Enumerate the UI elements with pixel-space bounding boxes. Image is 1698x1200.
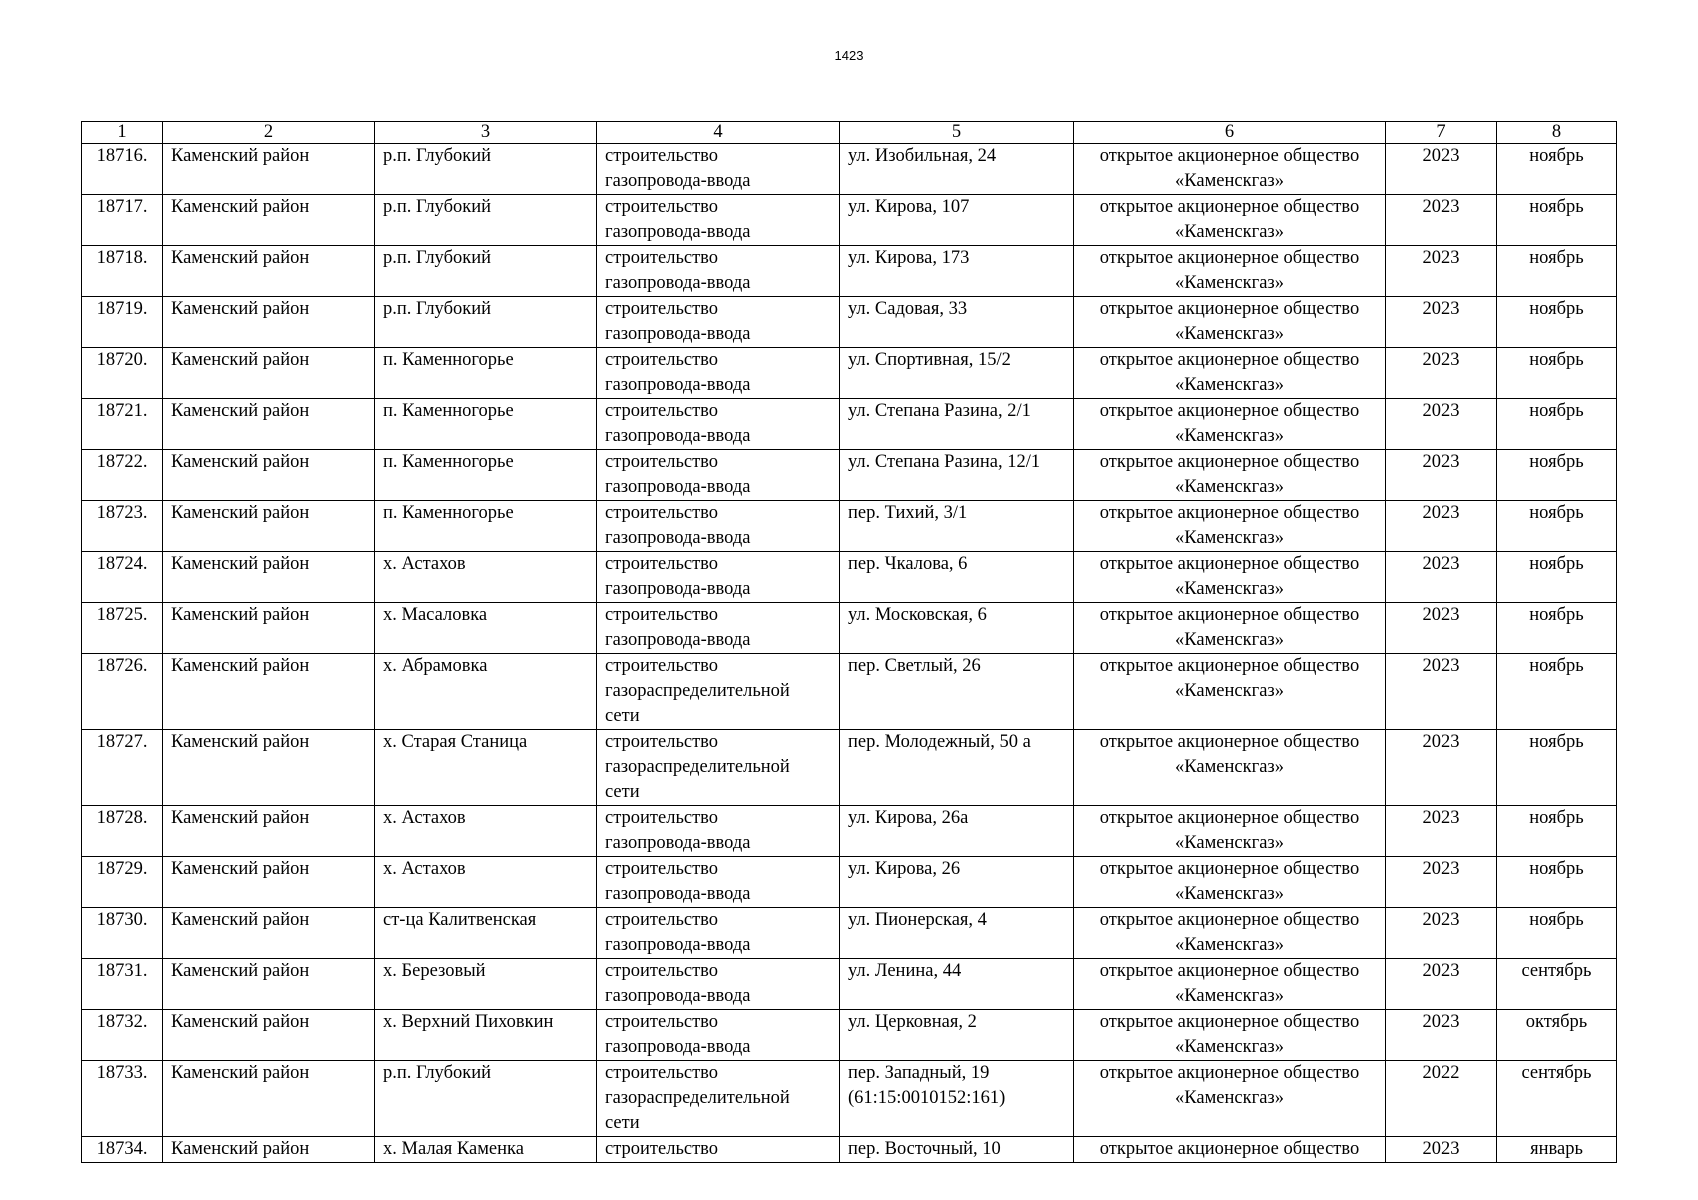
work-type-cell xyxy=(597,348,840,399)
work-type-cell xyxy=(597,908,840,959)
work-type-cell-line: газопровода-ввода xyxy=(605,324,751,344)
work-type-cell-line: газораспределительной xyxy=(605,1088,790,1108)
organization-cell-line: открытое акционерное общество xyxy=(1099,808,1360,828)
organization-cell-line: «Каменскгаз» xyxy=(1175,884,1284,904)
column-number: 4 xyxy=(597,122,840,144)
month-cell: ноябрь xyxy=(1497,857,1617,908)
table-row xyxy=(82,195,1617,246)
table-row xyxy=(82,806,1617,857)
address-cell-line: ул. Кирова, 26 xyxy=(848,859,961,879)
year-cell: 2023 xyxy=(1386,297,1497,348)
organization-cell-line: открытое акционерное общество xyxy=(1099,910,1360,930)
work-type-cell-line: газопровода-ввода xyxy=(605,375,751,395)
work-type-cell-line: строительство xyxy=(605,732,719,752)
work-type-cell-line: газопровода-ввода xyxy=(605,222,751,242)
table-row xyxy=(82,603,1617,654)
district-cell: Каменский район xyxy=(163,959,375,1010)
district-cell: Каменский район xyxy=(163,348,375,399)
address-cell-line: пер. Восточный, 10 xyxy=(848,1139,1001,1159)
work-type-cell xyxy=(597,730,840,806)
table-row xyxy=(82,297,1617,348)
work-type-cell-line: газопровода-ввода xyxy=(605,426,751,446)
row-number: 18732. xyxy=(82,1010,163,1061)
row-number: 18730. xyxy=(82,908,163,959)
organization-cell xyxy=(1074,1061,1386,1137)
address-cell xyxy=(840,1010,1074,1061)
address-cell xyxy=(840,348,1074,399)
address-cell-line: ул. Кирова, 173 xyxy=(848,248,970,268)
address-cell-line: пер. Чкалова, 6 xyxy=(848,554,968,574)
work-type-cell-line: газопровода-ввода xyxy=(605,884,751,904)
column-number: 1 xyxy=(82,122,163,144)
work-type-cell-line: газопровода-ввода xyxy=(605,630,751,650)
work-type-cell-line: сети xyxy=(605,1113,640,1133)
address-cell xyxy=(840,730,1074,806)
work-type-cell-line: строительство xyxy=(605,1012,719,1032)
work-type-cell-line: сети xyxy=(605,782,640,802)
work-type-cell-line: строительство xyxy=(605,656,719,676)
district-cell: Каменский район xyxy=(163,1010,375,1061)
table-row xyxy=(82,552,1617,603)
work-type-cell-line: строительство xyxy=(605,808,719,828)
address-cell-line: пер. Молодежный, 50 а xyxy=(848,732,1031,752)
organization-cell xyxy=(1074,399,1386,450)
year-cell: 2022 xyxy=(1386,1061,1497,1137)
address-cell-line: пер. Светлый, 26 xyxy=(848,656,981,676)
address-cell xyxy=(840,144,1074,195)
district-cell: Каменский район xyxy=(163,603,375,654)
address-cell xyxy=(840,908,1074,959)
work-type-cell-line: строительство xyxy=(605,452,719,472)
table-row xyxy=(82,959,1617,1010)
year-cell: 2023 xyxy=(1386,908,1497,959)
address-cell xyxy=(840,246,1074,297)
table-row xyxy=(82,144,1617,195)
organization-cell xyxy=(1074,959,1386,1010)
work-type-cell xyxy=(597,1137,840,1163)
organization-cell-line: «Каменскгаз» xyxy=(1175,630,1284,650)
year-cell: 2023 xyxy=(1386,730,1497,806)
work-type-cell-line: строительство xyxy=(605,401,719,421)
locality-cell: х. Астахов xyxy=(375,806,597,857)
month-cell: ноябрь xyxy=(1497,501,1617,552)
work-type-cell xyxy=(597,603,840,654)
organization-cell-line: открытое акционерное общество xyxy=(1099,859,1360,879)
table-row xyxy=(82,246,1617,297)
year-cell: 2023 xyxy=(1386,959,1497,1010)
work-type-cell xyxy=(597,195,840,246)
row-number: 18729. xyxy=(82,857,163,908)
work-type-cell xyxy=(597,501,840,552)
work-type-cell-line: строительство xyxy=(605,350,719,370)
column-number: 3 xyxy=(375,122,597,144)
organization-cell-line: открытое акционерное общество xyxy=(1099,554,1360,574)
work-type-cell-line: газопровода-ввода xyxy=(605,273,751,293)
table-row xyxy=(82,654,1617,730)
work-type-cell xyxy=(597,552,840,603)
year-cell: 2023 xyxy=(1386,806,1497,857)
work-type-cell-line: газопровода-ввода xyxy=(605,477,751,497)
address-cell xyxy=(840,450,1074,501)
work-type-cell-line: строительство xyxy=(605,554,719,574)
address-cell-line: ул. Степана Разина, 12/1 xyxy=(848,452,1041,472)
work-type-cell-line: газопровода-ввода xyxy=(605,935,751,955)
district-cell: Каменский район xyxy=(163,857,375,908)
month-cell: ноябрь xyxy=(1497,348,1617,399)
organization-cell-line: «Каменскгаз» xyxy=(1175,833,1284,853)
district-cell: Каменский район xyxy=(163,195,375,246)
locality-cell: х. Верхний Пиховкин xyxy=(375,1010,597,1061)
organization-cell xyxy=(1074,450,1386,501)
work-type-cell-line: газопровода-ввода xyxy=(605,1037,751,1057)
locality-cell: п. Каменногорье xyxy=(375,450,597,501)
locality-cell: р.п. Глубокий xyxy=(375,246,597,297)
column-number-row xyxy=(82,122,1617,144)
row-number: 18731. xyxy=(82,959,163,1010)
row-number: 18728. xyxy=(82,806,163,857)
address-cell xyxy=(840,1137,1074,1163)
column-number: 7 xyxy=(1386,122,1497,144)
work-type-cell xyxy=(597,399,840,450)
organization-cell-line: «Каменскгаз» xyxy=(1175,935,1284,955)
address-cell-line: (61:15:0010152:161) xyxy=(848,1088,1006,1108)
table-row xyxy=(82,348,1617,399)
district-cell: Каменский район xyxy=(163,1061,375,1137)
row-number: 18718. xyxy=(82,246,163,297)
organization-cell xyxy=(1074,246,1386,297)
table-row xyxy=(82,1137,1617,1163)
work-type-cell xyxy=(597,450,840,501)
row-number: 18727. xyxy=(82,730,163,806)
locality-cell: х. Масаловка xyxy=(375,603,597,654)
organization-cell-line: открытое акционерное общество xyxy=(1099,503,1360,523)
organization-cell-line: «Каменскгаз» xyxy=(1175,375,1284,395)
address-cell-line: ул. Церковная, 2 xyxy=(848,1012,977,1032)
organization-cell-line: открытое акционерное общество xyxy=(1099,248,1360,268)
district-cell: Каменский район xyxy=(163,806,375,857)
month-cell: ноябрь xyxy=(1497,552,1617,603)
work-type-cell-line: строительство xyxy=(605,859,719,879)
district-cell: Каменский район xyxy=(163,246,375,297)
district-cell: Каменский район xyxy=(163,1137,375,1163)
organization-cell-line: «Каменскгаз» xyxy=(1175,579,1284,599)
address-cell-line: ул. Спортивная, 15/2 xyxy=(848,350,1011,370)
organization-cell-line: открытое акционерное общество xyxy=(1099,605,1360,625)
organization-cell xyxy=(1074,552,1386,603)
work-type-cell-line: строительство xyxy=(605,248,719,268)
locality-cell: х. Старая Станица xyxy=(375,730,597,806)
district-cell: Каменский район xyxy=(163,501,375,552)
work-type-cell xyxy=(597,1061,840,1137)
locality-cell: р.п. Глубокий xyxy=(375,297,597,348)
table-body xyxy=(82,144,1617,1163)
month-cell: ноябрь xyxy=(1497,730,1617,806)
locality-cell: п. Каменногорье xyxy=(375,501,597,552)
year-cell: 2023 xyxy=(1386,348,1497,399)
organization-cell xyxy=(1074,297,1386,348)
column-number: 5 xyxy=(840,122,1074,144)
locality-cell: х. Астахов xyxy=(375,857,597,908)
work-type-cell-line: строительство xyxy=(605,605,719,625)
year-cell: 2023 xyxy=(1386,195,1497,246)
organization-cell xyxy=(1074,1010,1386,1061)
work-type-cell-line: газораспределительной xyxy=(605,681,790,701)
organization-cell-line: «Каменскгаз» xyxy=(1175,1037,1284,1057)
organization-cell-line: открытое акционерное общество xyxy=(1099,1139,1360,1159)
year-cell: 2023 xyxy=(1386,654,1497,730)
work-type-cell xyxy=(597,959,840,1010)
table-row xyxy=(82,399,1617,450)
work-type-cell-line: строительство xyxy=(605,503,719,523)
work-type-cell-line: строительство xyxy=(605,961,719,981)
year-cell: 2023 xyxy=(1386,603,1497,654)
row-number: 18733. xyxy=(82,1061,163,1137)
address-cell-line: ул. Московская, 6 xyxy=(848,605,987,625)
month-cell: ноябрь xyxy=(1497,603,1617,654)
work-type-cell-line: газораспределительной xyxy=(605,757,790,777)
column-number: 2 xyxy=(163,122,375,144)
organization-cell xyxy=(1074,348,1386,399)
month-cell: сентябрь xyxy=(1497,1061,1617,1137)
work-type-cell-line: газопровода-ввода xyxy=(605,986,751,1006)
address-cell-line: пер. Западный, 19 xyxy=(848,1063,990,1083)
month-cell: октябрь xyxy=(1497,1010,1617,1061)
work-type-cell-line: строительство xyxy=(605,197,719,217)
locality-cell: ст-ца Калитвенская xyxy=(375,908,597,959)
month-cell: ноябрь xyxy=(1497,450,1617,501)
row-number: 18717. xyxy=(82,195,163,246)
organization-cell xyxy=(1074,908,1386,959)
address-cell xyxy=(840,654,1074,730)
work-type-cell-line: строительство xyxy=(605,1063,719,1083)
district-cell: Каменский район xyxy=(163,552,375,603)
address-cell-line: ул. Кирова, 107 xyxy=(848,197,970,217)
district-cell: Каменский район xyxy=(163,730,375,806)
work-type-cell xyxy=(597,297,840,348)
work-type-cell-line: газопровода-ввода xyxy=(605,833,751,853)
table-row xyxy=(82,1061,1617,1137)
row-number: 18716. xyxy=(82,144,163,195)
district-cell: Каменский район xyxy=(163,399,375,450)
locality-cell: х. Малая Каменка xyxy=(375,1137,597,1163)
address-cell xyxy=(840,297,1074,348)
organization-cell xyxy=(1074,501,1386,552)
work-type-cell xyxy=(597,806,840,857)
work-type-cell-line: строительство xyxy=(605,910,719,930)
address-cell xyxy=(840,501,1074,552)
address-cell-line: пер. Тихий, 3/1 xyxy=(848,503,968,523)
organization-cell-line: «Каменскгаз» xyxy=(1175,477,1284,497)
month-cell: ноябрь xyxy=(1497,195,1617,246)
address-cell xyxy=(840,959,1074,1010)
district-cell: Каменский район xyxy=(163,144,375,195)
page-number: 1423 xyxy=(834,48,864,63)
organization-cell-line: «Каменскгаз» xyxy=(1175,986,1284,1006)
district-cell: Каменский район xyxy=(163,450,375,501)
work-type-cell xyxy=(597,857,840,908)
locality-cell: р.п. Глубокий xyxy=(375,195,597,246)
row-number: 18723. xyxy=(82,501,163,552)
month-cell: ноябрь xyxy=(1497,806,1617,857)
address-cell-line: ул. Кирова, 26а xyxy=(848,808,969,828)
organization-cell-line: «Каменскгаз» xyxy=(1175,324,1284,344)
row-number: 18719. xyxy=(82,297,163,348)
month-cell: ноябрь xyxy=(1497,399,1617,450)
month-cell: ноябрь xyxy=(1497,908,1617,959)
address-cell-line: ул. Степана Разина, 2/1 xyxy=(848,401,1031,421)
work-type-cell-line: газопровода-ввода xyxy=(605,579,751,599)
year-cell: 2023 xyxy=(1386,857,1497,908)
organization-cell xyxy=(1074,654,1386,730)
organization-cell-line: открытое акционерное общество xyxy=(1099,732,1360,752)
organization-cell xyxy=(1074,1137,1386,1163)
register-table xyxy=(81,121,1617,1163)
month-cell: ноябрь xyxy=(1497,297,1617,348)
locality-cell: р.п. Глубокий xyxy=(375,1061,597,1137)
organization-cell xyxy=(1074,806,1386,857)
locality-cell: п. Каменногорье xyxy=(375,399,597,450)
work-type-cell-line: газопровода-ввода xyxy=(605,171,751,191)
district-cell: Каменский район xyxy=(163,654,375,730)
month-cell: ноябрь xyxy=(1497,246,1617,297)
organization-cell-line: открытое акционерное общество xyxy=(1099,350,1360,370)
organization-cell-line: «Каменскгаз» xyxy=(1175,528,1284,548)
locality-cell: х. Астахов xyxy=(375,552,597,603)
work-type-cell-line: строительство xyxy=(605,1139,719,1159)
row-number: 18722. xyxy=(82,450,163,501)
year-cell: 2023 xyxy=(1386,246,1497,297)
locality-cell: р.п. Глубокий xyxy=(375,144,597,195)
organization-cell-line: «Каменскгаз» xyxy=(1175,757,1284,777)
table-row xyxy=(82,730,1617,806)
organization-cell xyxy=(1074,603,1386,654)
organization-cell xyxy=(1074,144,1386,195)
address-cell-line: ул. Пионерская, 4 xyxy=(848,910,987,930)
organization-cell-line: «Каменскгаз» xyxy=(1175,1088,1284,1108)
organization-cell-line: «Каменскгаз» xyxy=(1175,222,1284,242)
column-number: 6 xyxy=(1074,122,1386,144)
month-cell: январь xyxy=(1497,1137,1617,1163)
organization-cell-line: открытое акционерное общество xyxy=(1099,961,1360,981)
locality-cell: х. Березовый xyxy=(375,959,597,1010)
table-row xyxy=(82,857,1617,908)
table-row xyxy=(82,501,1617,552)
work-type-cell xyxy=(597,654,840,730)
organization-cell-line: «Каменскгаз» xyxy=(1175,273,1284,293)
address-cell xyxy=(840,857,1074,908)
work-type-cell-line: газопровода-ввода xyxy=(605,528,751,548)
address-cell xyxy=(840,806,1074,857)
organization-cell xyxy=(1074,730,1386,806)
table-row xyxy=(82,1010,1617,1061)
organization-cell-line: открытое акционерное общество xyxy=(1099,1012,1360,1032)
organization-cell-line: открытое акционерное общество xyxy=(1099,401,1360,421)
district-cell: Каменский район xyxy=(163,297,375,348)
year-cell: 2023 xyxy=(1386,144,1497,195)
address-cell xyxy=(840,603,1074,654)
organization-cell-line: открытое акционерное общество xyxy=(1099,452,1360,472)
month-cell: ноябрь xyxy=(1497,144,1617,195)
work-type-cell xyxy=(597,1010,840,1061)
work-type-cell-line: строительство xyxy=(605,146,719,166)
organization-cell xyxy=(1074,857,1386,908)
row-number: 18721. xyxy=(82,399,163,450)
year-cell: 2023 xyxy=(1386,1010,1497,1061)
year-cell: 2023 xyxy=(1386,1137,1497,1163)
table-row xyxy=(82,450,1617,501)
district-cell: Каменский район xyxy=(163,908,375,959)
address-cell-line: ул. Садовая, 33 xyxy=(848,299,968,319)
organization-cell-line: открытое акционерное общество xyxy=(1099,299,1360,319)
table-row xyxy=(82,908,1617,959)
organization-cell xyxy=(1074,195,1386,246)
organization-cell-line: открытое акционерное общество xyxy=(1099,656,1360,676)
organization-cell-line: открытое акционерное общество xyxy=(1099,197,1360,217)
address-cell xyxy=(840,552,1074,603)
work-type-cell-line: сети xyxy=(605,706,640,726)
row-number: 18725. xyxy=(82,603,163,654)
work-type-cell-line: строительство xyxy=(605,299,719,319)
organization-cell-line: открытое акционерное общество xyxy=(1099,1063,1360,1083)
row-number: 18734. xyxy=(82,1137,163,1163)
organization-cell-line: «Каменскгаз» xyxy=(1175,681,1284,701)
address-cell xyxy=(840,399,1074,450)
month-cell: ноябрь xyxy=(1497,654,1617,730)
year-cell: 2023 xyxy=(1386,501,1497,552)
locality-cell: х. Абрамовка xyxy=(375,654,597,730)
work-type-cell xyxy=(597,246,840,297)
year-cell: 2023 xyxy=(1386,450,1497,501)
month-cell: сентябрь xyxy=(1497,959,1617,1010)
row-number: 18726. xyxy=(82,654,163,730)
column-number: 8 xyxy=(1497,122,1617,144)
organization-cell-line: «Каменскгаз» xyxy=(1175,171,1284,191)
organization-cell-line: открытое акционерное общество xyxy=(1099,146,1360,166)
address-cell-line: ул. Ленина, 44 xyxy=(848,961,962,981)
year-cell: 2023 xyxy=(1386,399,1497,450)
address-cell xyxy=(840,1061,1074,1137)
locality-cell: п. Каменногорье xyxy=(375,348,597,399)
address-cell xyxy=(840,195,1074,246)
work-type-cell xyxy=(597,144,840,195)
row-number: 18720. xyxy=(82,348,163,399)
row-number: 18724. xyxy=(82,552,163,603)
address-cell-line: ул. Изобильная, 24 xyxy=(848,146,997,166)
year-cell: 2023 xyxy=(1386,552,1497,603)
organization-cell-line: «Каменскгаз» xyxy=(1175,426,1284,446)
